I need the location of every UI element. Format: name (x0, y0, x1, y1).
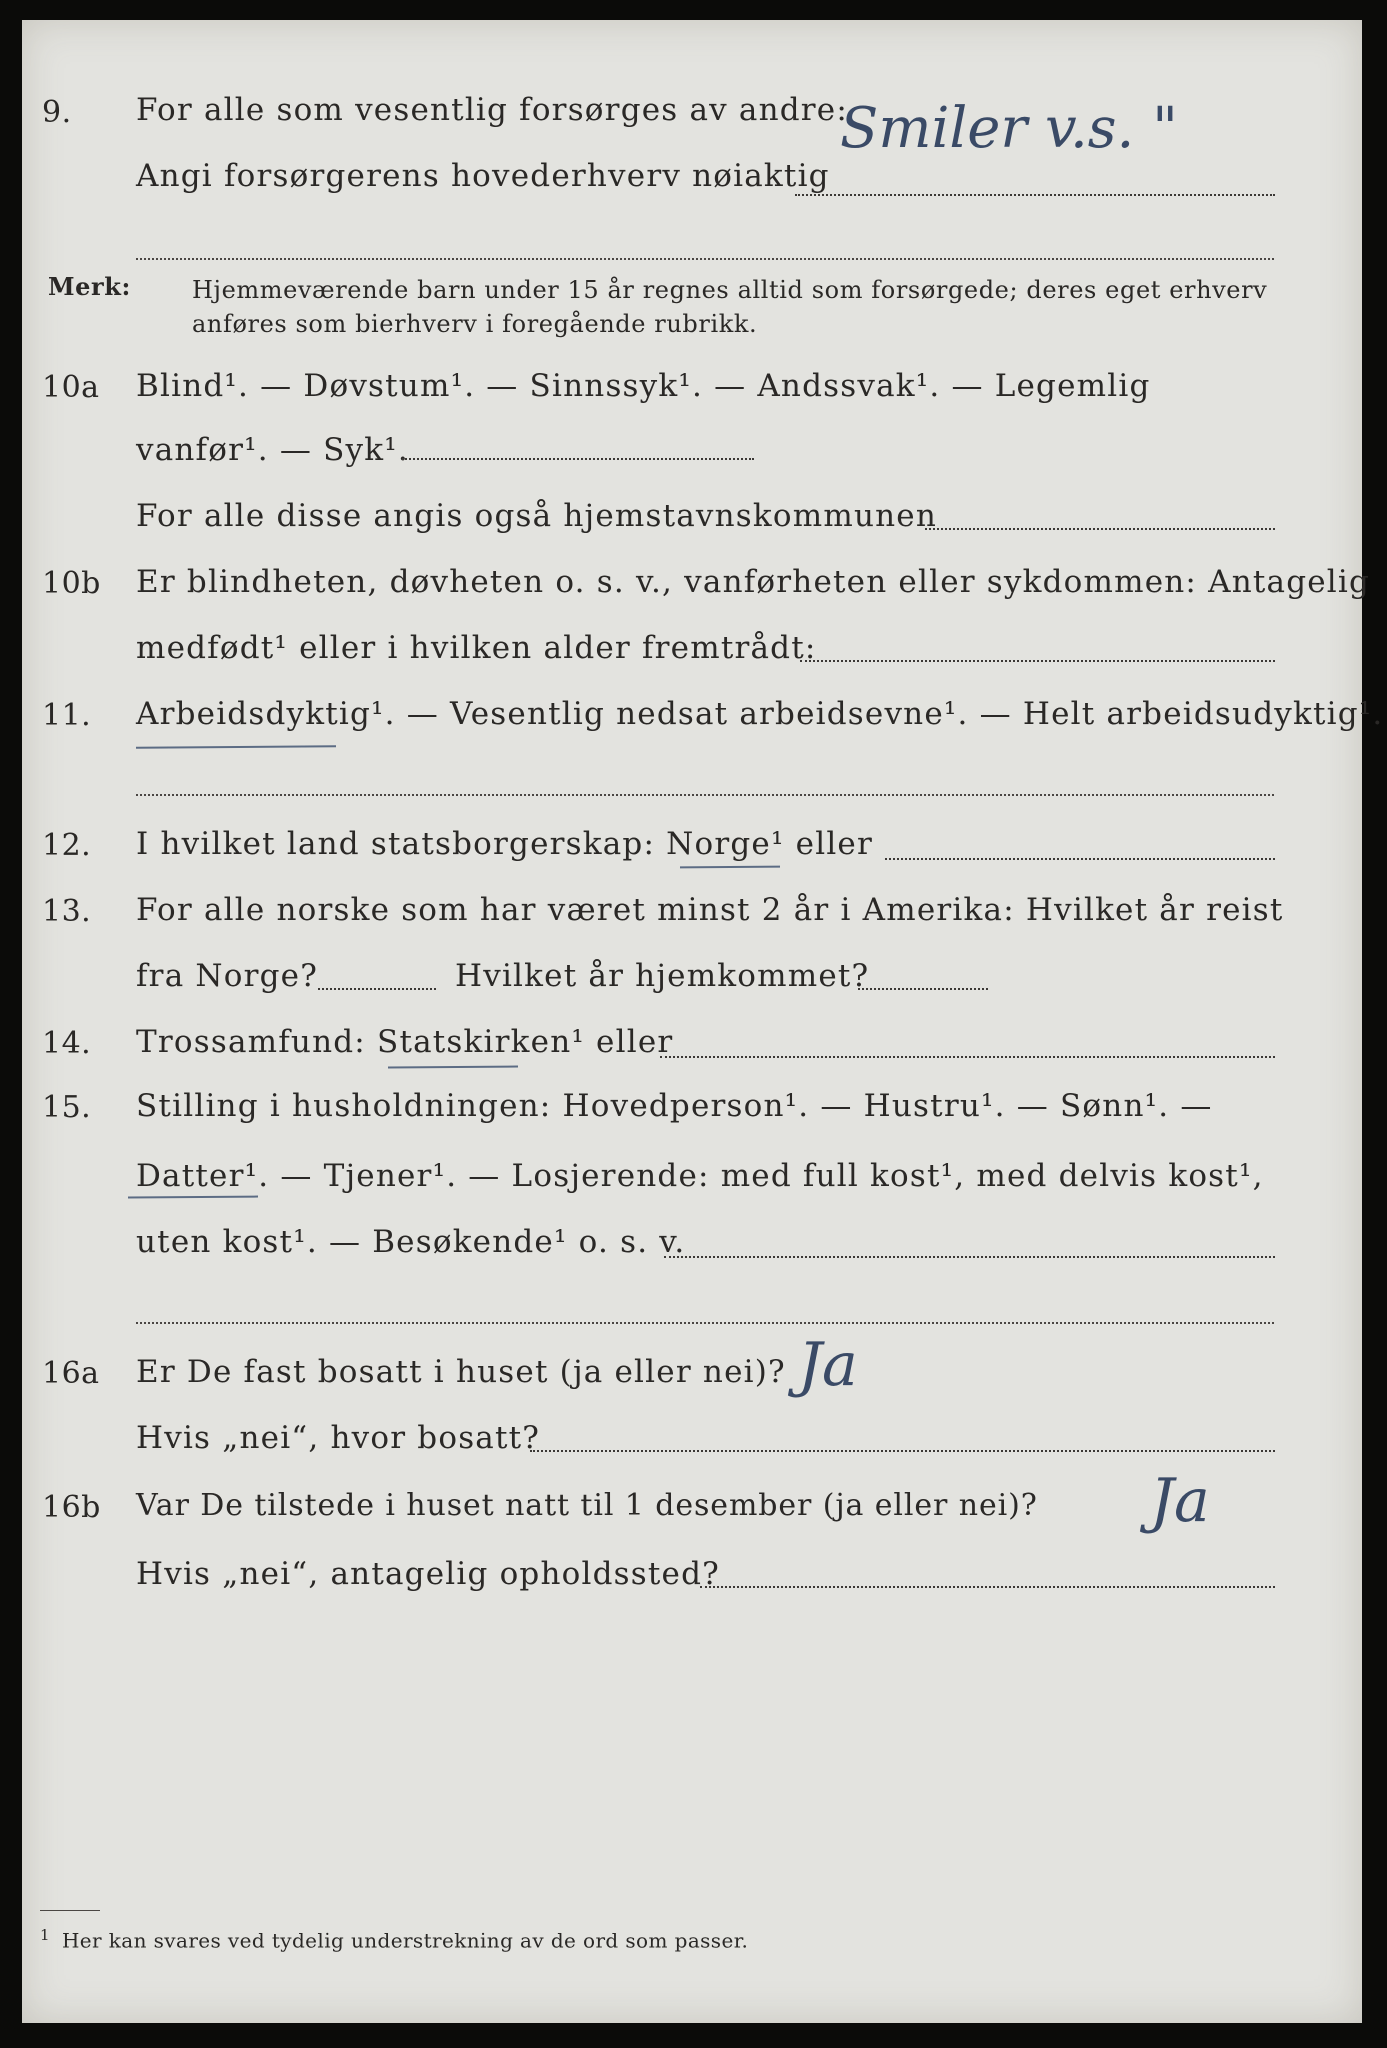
q10b-line1: Er blindheten, døvheten o. s. v., vanførheten eller sykdommen: Antagelig (136, 564, 1371, 600)
merk-line1: Hjemmeværende barn under 15 år regnes alltid som forsørgede; deres eget erhverv (192, 276, 1268, 304)
q13-line2a: fra Norge? (136, 958, 319, 994)
footnote-rule (40, 1910, 100, 1911)
q10b-line2: medfødt¹ eller i hvilken alder fremtrådt: (136, 630, 817, 666)
q9-handwritten-answer: Smiler v.s. " (840, 96, 1178, 161)
q15-extra-line[interactable] (136, 1322, 1274, 1324)
merk-label: Merk: (48, 272, 131, 301)
q10a-syk-fill[interactable] (402, 458, 754, 460)
q10b-number: 10b (42, 566, 101, 601)
q12-number: 12. (42, 828, 92, 863)
q16b-opholdssted-fill[interactable] (700, 1586, 1275, 1588)
q16a-line1: Er De fast bosatt i huset (ja eller nei)? (136, 1354, 786, 1390)
q15-stilling-fill[interactable] (664, 1256, 1275, 1258)
q11-extra-line[interactable] (136, 794, 1274, 796)
q13-line2b: Hvilket år hjemkommet? (455, 958, 870, 994)
footnote-mark: 1 (40, 1926, 50, 1944)
q13-reist-fill[interactable] (318, 988, 436, 990)
q9-line2: Angi forsørgerens hovederhverv nøiaktig (136, 158, 830, 194)
q13-number: 13. (42, 894, 92, 929)
q16a-line2: Hvis „nei“, hvor bosatt? (136, 1420, 541, 1456)
q10b-alder-fill[interactable] (800, 660, 1275, 662)
q15-line1: Stilling i husholdningen: Hovedperson¹. — Hustru¹. — Sønn¹. — (136, 1088, 1213, 1124)
q10a-line3: For alle disse angis også hjemstavnskommunen (136, 498, 937, 534)
q9-extra-line[interactable] (136, 258, 1274, 260)
q10a-line2: vanfør¹. — Syk¹. (136, 432, 409, 468)
q14-line1: Trossamfund: Statskirken¹ eller (136, 1024, 674, 1060)
q16b-line2: Hvis „nei“, antagelig opholdssted? (136, 1556, 720, 1592)
q10a-hjemstavn-fill[interactable] (925, 528, 1275, 530)
q16b-line1: Var De tilstede i huset natt til 1 desember (ja eller nei)? (136, 1488, 1038, 1523)
q9-number: 9. (42, 95, 72, 130)
q15-line3: uten kost¹. — Besøkende¹ o. s. v. (136, 1224, 686, 1260)
q16b-handwritten-answer: Ja (1150, 1466, 1210, 1536)
merk-line2: anføres som bierhverv i foregående rubrikk. (192, 310, 758, 338)
q12-line1: I hvilket land statsborgerskap: Norge¹ eller (136, 826, 873, 862)
footnote (40, 1926, 748, 1953)
q15-line2: Datter¹. — Tjener¹. — Losjerende: med full kost¹, med delvis kost¹, (136, 1158, 1264, 1194)
q10a-number: 10a (42, 370, 100, 405)
footnote-text: Her kan svares ved tydelig understrekning av de ord som passer. (61, 1928, 749, 1953)
q15-number: 15. (42, 1090, 92, 1125)
q12-land-fill[interactable] (885, 858, 1275, 860)
q9-answer-fill[interactable] (795, 194, 1275, 196)
q16a-number: 16a (42, 1356, 100, 1391)
q9-line1: For alle som vesentlig forsørges av andre: (136, 92, 848, 128)
q13-line1: For alle norske som har været minst 2 år i Amerika: Hvilket år reist (136, 892, 1284, 928)
q13-hjemkommet-fill[interactable] (858, 988, 988, 990)
q10a-line1: Blind¹. — Døvstum¹. — Sinnssyk¹. — Andssvak¹. — Legemlig (136, 368, 1151, 404)
q11-line1: Arbeidsdyktig¹. — Vesentlig nedsat arbeidsevne¹. — Helt arbeidsudyktig¹. (136, 696, 1384, 732)
q11-number: 11. (42, 698, 92, 733)
q14-trossamfund-fill[interactable] (660, 1056, 1275, 1058)
q16a-handwritten-answer: Ja (798, 1330, 858, 1400)
q16b-number: 16b (42, 1490, 101, 1525)
q16a-bosatt-fill[interactable] (530, 1450, 1275, 1452)
q14-number: 14. (42, 1026, 92, 1061)
